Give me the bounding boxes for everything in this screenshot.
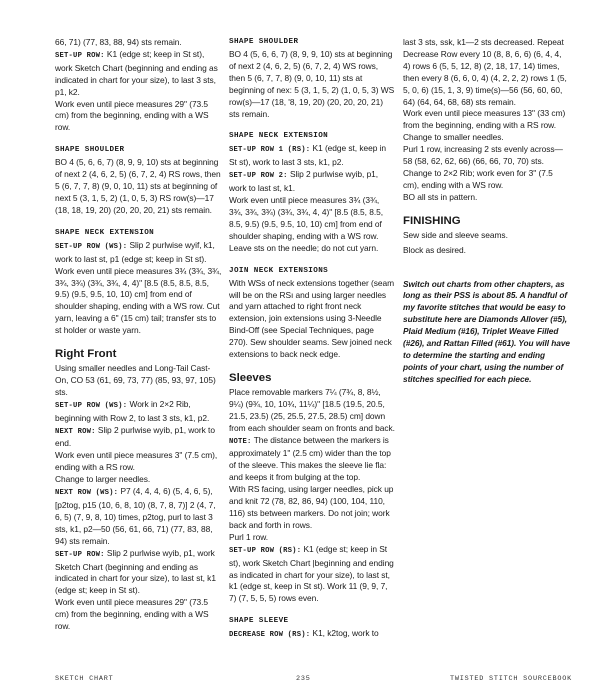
paragraph: BO 4 (5, 6, 6, 7) (8, 9, 9, 10) sts at beginning of next 2 (4, 6, 2, 5) (6, 7, 2, 4) WS rows, then 5 (6, 7, 7, 8) (9, 0, 10, 11) sts at beginning of nex: 5 (3, 1, 5, 2) (1, 0, 5, 3) WS row(s)—17 (18, '8, 19, 20) (20, 20, 20, 21) sts remain. [229,49,395,119]
row-label: DECREASE ROW (RS): [229,631,311,640]
paragraph-text: The distance between the markers is approximately 1" (2.5 cm) wider than the top of the sleeve. This makes the sleeve lie fla: and keeps it from bulging at the top. [229,434,391,483]
heading-shape-sleeve: SHAPE SLEEVE [229,617,289,626]
paragraph [229,387,395,484]
paragraph: Work even until piece measures 3¾ (3¾, 3¾, 3¾, 3¾) (3¾, 3¾, 4, 4)" [8.5 (8.5, 8.5, 8.5, 9.5) (9.5, 9.5, 10, 10) cm] from end of shoulder shaping, ending with a WS row. Cut yarn, leaving a 6" (15 cm) tail; transfer sts to st holder or waste yarn. [55,265,222,336]
footer-chapter: SKETCH CHART [55,675,114,683]
heading-finishing: FINISHING [403,214,461,227]
note-label: NOTE: [229,437,252,446]
paragraph: Work even until piece measures 13" (33 cm) from the beginning, ending with a RS row. [403,108,566,131]
paragraph-text: K1 (edge st; keep in St st), work Sketch Chart |beginning and ending as indicated in chart for your size), to last st, k1 (edge st, keep in St st). Work 11 (9, 9, 7, 7) (7, 5, 5, 5) rows even. [229,543,394,604]
heading-join-neck-extensions: JOIN NECK EXTENSIONS [229,266,329,275]
paragraph: Sew side and sleeve seams. [403,229,508,240]
row-label: SET-UP ROW (WS): [55,401,128,410]
paragraph [229,628,395,642]
paragraph: Work even until piece measures 3" (7.5 cm), ending with a RS row. [55,450,218,473]
paragraph-text: K1, k2tog, work to [310,628,379,639]
paragraph [229,544,395,606]
paragraph [55,399,223,425]
heading-shape-shoulder: SHAPE SHOULDER [229,38,299,46]
paragraph: Work even until piece measures 29" (73.5 cm) from the beginning, ending with a WS row. [55,597,209,632]
paragraph [55,49,223,99]
paragraph [229,169,395,195]
column-right [403,37,571,386]
paragraph: Work even until piece measures 3¾ (3¾, 3¾, 3¾, 3¾) (3¾, 3¾, 4, 4)" [8.5 (8.5, 8.5, 8.5, 9.5) (9.5, 9.5, 10, 10) cm] from end of shoulder shaping, ending with a WS row. Leave sts on the needle; do not cut yarn. [229,195,383,253]
paragraph-text: Work in 2×2 Rib, beginning with Row 2, to last 3 sts, k1, p2. [55,398,210,423]
paragraph [55,486,223,548]
paragraph [55,548,223,598]
column-left [55,37,223,633]
paragraph: With WSs of neck extensions together (seam will be on the RSı and using larger needles and yarn attached to right front neck extension, join extensions using 3-Needle Bind-Off (see Special Techniques, page 270). Sew shoulder seams. Sew joined neck extensions to back neck edge. [229,277,395,360]
paragraph: With RS facing, using larger needles, pick up and knit 72 (78, 82, 86, 94) (100, 104, 110, 116) sts between markers. Do not join; work back and forth in rows. [229,484,394,530]
paragraph [55,425,223,451]
paragraph: Work even until piece measures 29" (73.5 cm) from the beginning, ending with a WS row. [55,98,209,133]
row-label: SET-UP ROW (RS): [229,546,302,555]
paragraph-text: Place removable markers 7¼ (7¾, 8, 8½, 9¼) (9¾, 10, 10¾, 11¼)" [18.5 (19.5, 20.5, 21.5, 23.5) (25, 25.5, 27.5, 28.5) cm] down from each shoulder seam on fronts and back. [229,386,395,433]
row-label: NEXT ROW: [55,427,96,436]
heading-sleeves: Sleeves [229,371,272,384]
paragraph-text: K1 (edge st; keep in St st), work Sketch Chart (beginning and ending as indicated in chart for your size), to last 3 sts, p1, k2. [55,48,218,97]
paragraph: Change to smaller needles. [403,132,504,143]
paragraph: Block as desired. [403,244,466,255]
row-label: SET-UP ROW 2: [229,172,288,181]
paragraph: Change to 2×2 Rib; work even for 3" (7.5 cm), ending with a WS row. [403,167,553,190]
row-label: SET-UP ROW (WS): [55,242,128,251]
column-middle [229,37,395,642]
paragraph-text: P7 (4, 4, 4, 6) (5, 4, 6, 5), [p2tog, p15 (10, 6, 8, 10) (8, 7, 8, 7)] 2 (4, 7, 6, 5) (7, 9, 8, 10) times, p2tog, purl to last 3 sts, k1, p2—50 (56, 61, 66, 71) (77, 83, 88, 94) sts remain. [55,486,216,546]
heading-shape-shoulder: SHAPE SHOULDER [55,146,125,155]
row-label: NEXT ROW (WS): [55,489,119,498]
paragraph: Purl 1 row. [229,531,269,542]
paragraph-text: Slip 2 purlwise wyif, k1, work to last st, p1 (edge st; keep in St st). [55,239,215,264]
paragraph: BO all sts in pattern. [403,191,478,202]
page-number: 235 [296,675,311,683]
heading-shape-neck-extension: SHAPE NECK EXTENSION [55,228,155,237]
paragraph: BO 4 (5, 6, 6, 7) (8, 9, 9, 10) sts at beginning of next 2 (4, 6, 2, 5) (6, 7, 2, 4) RS rows, then 5 (6, 7, 7, 8) (9, 0, 10, 11) sts at beginning of next 5 (3, 1, 5, 2) (1, 0, 5, 3) RS row(s)—17 (18, 18, 19, 20) (20, 20, 20, 21) sts remain. [55,157,221,215]
paragraph-text: Slip 2 purlwise wyib, p1, work Sketch Chart (beginning and ending as indicated in chart for your size), to last st, k1 (edge st; keep in St st). [55,547,216,596]
footer-book-title: TWISTED STITCH SOURCEBOOK [450,675,572,683]
paragraph: Change to larger needles. [55,474,151,485]
row-label: SET-UP ROW: [55,550,105,559]
row-label: SET-UP ROW: [55,51,105,60]
paragraph-text: Slip 2 purlwise wyib, p1, work to end. [55,424,215,449]
paragraph [55,240,223,266]
paragraph: Purl 1 row, increasing 2 sts evenly across—58 (58, 62, 62, 66) (66, 66, 70, 70) sts. [403,144,563,167]
tip-note: Switch out charts from other chapters, as long as their PSS is about 85. A handful of my favorite stitches that would be easy to substitute here are Diamonds Allover (#5), Plaid Medium (#16), Triplet Weave Filled (#26), and Rattan Filled (#61). You will have to determine the starting and ending points of your chart, using the number of stitches specified for each piece. [403,278,570,384]
heading-right-front: Right Front [55,348,117,361]
paragraph: 66, 71) (77, 83, 88, 94) sts remain. [55,37,182,47]
paragraph [229,143,395,169]
paragraph-text: K1 (edge st, keep in St st), work to last 3 sts, k1, p2. [229,143,387,168]
paragraph: Using smaller needles and Long-Tail Cast-On, CO 53 (61, 69, 73, 77) (85, 93, 97, 105) sts. [55,363,216,397]
paragraph-text: Slip 2 purlwise wyib, p1, work to last st, k1. [229,169,379,194]
heading-shape-neck-extension: SHAPE NECK EXTENSION [229,132,329,141]
paragraph: last 3 sts, ssk, k1—2 sts decreased. Repeat Decrease Row every 10 (8, 8, 6, 6) (6, 4, 4, 4) rows 6 (5, 5, 12, 8) (2, 18, 17, 14) times, then every 8 (6, 6, 0, 4) (4, 2, 2, 2) rows 1 (5, 5, 0, 6) (15, 1, 3, 9) time(s)—56 (56, 60, 60, 64) (64, 64, 68, 68) sts remain. [403,37,567,107]
row-label: SET-UP ROW 1 (RS): [229,146,311,155]
